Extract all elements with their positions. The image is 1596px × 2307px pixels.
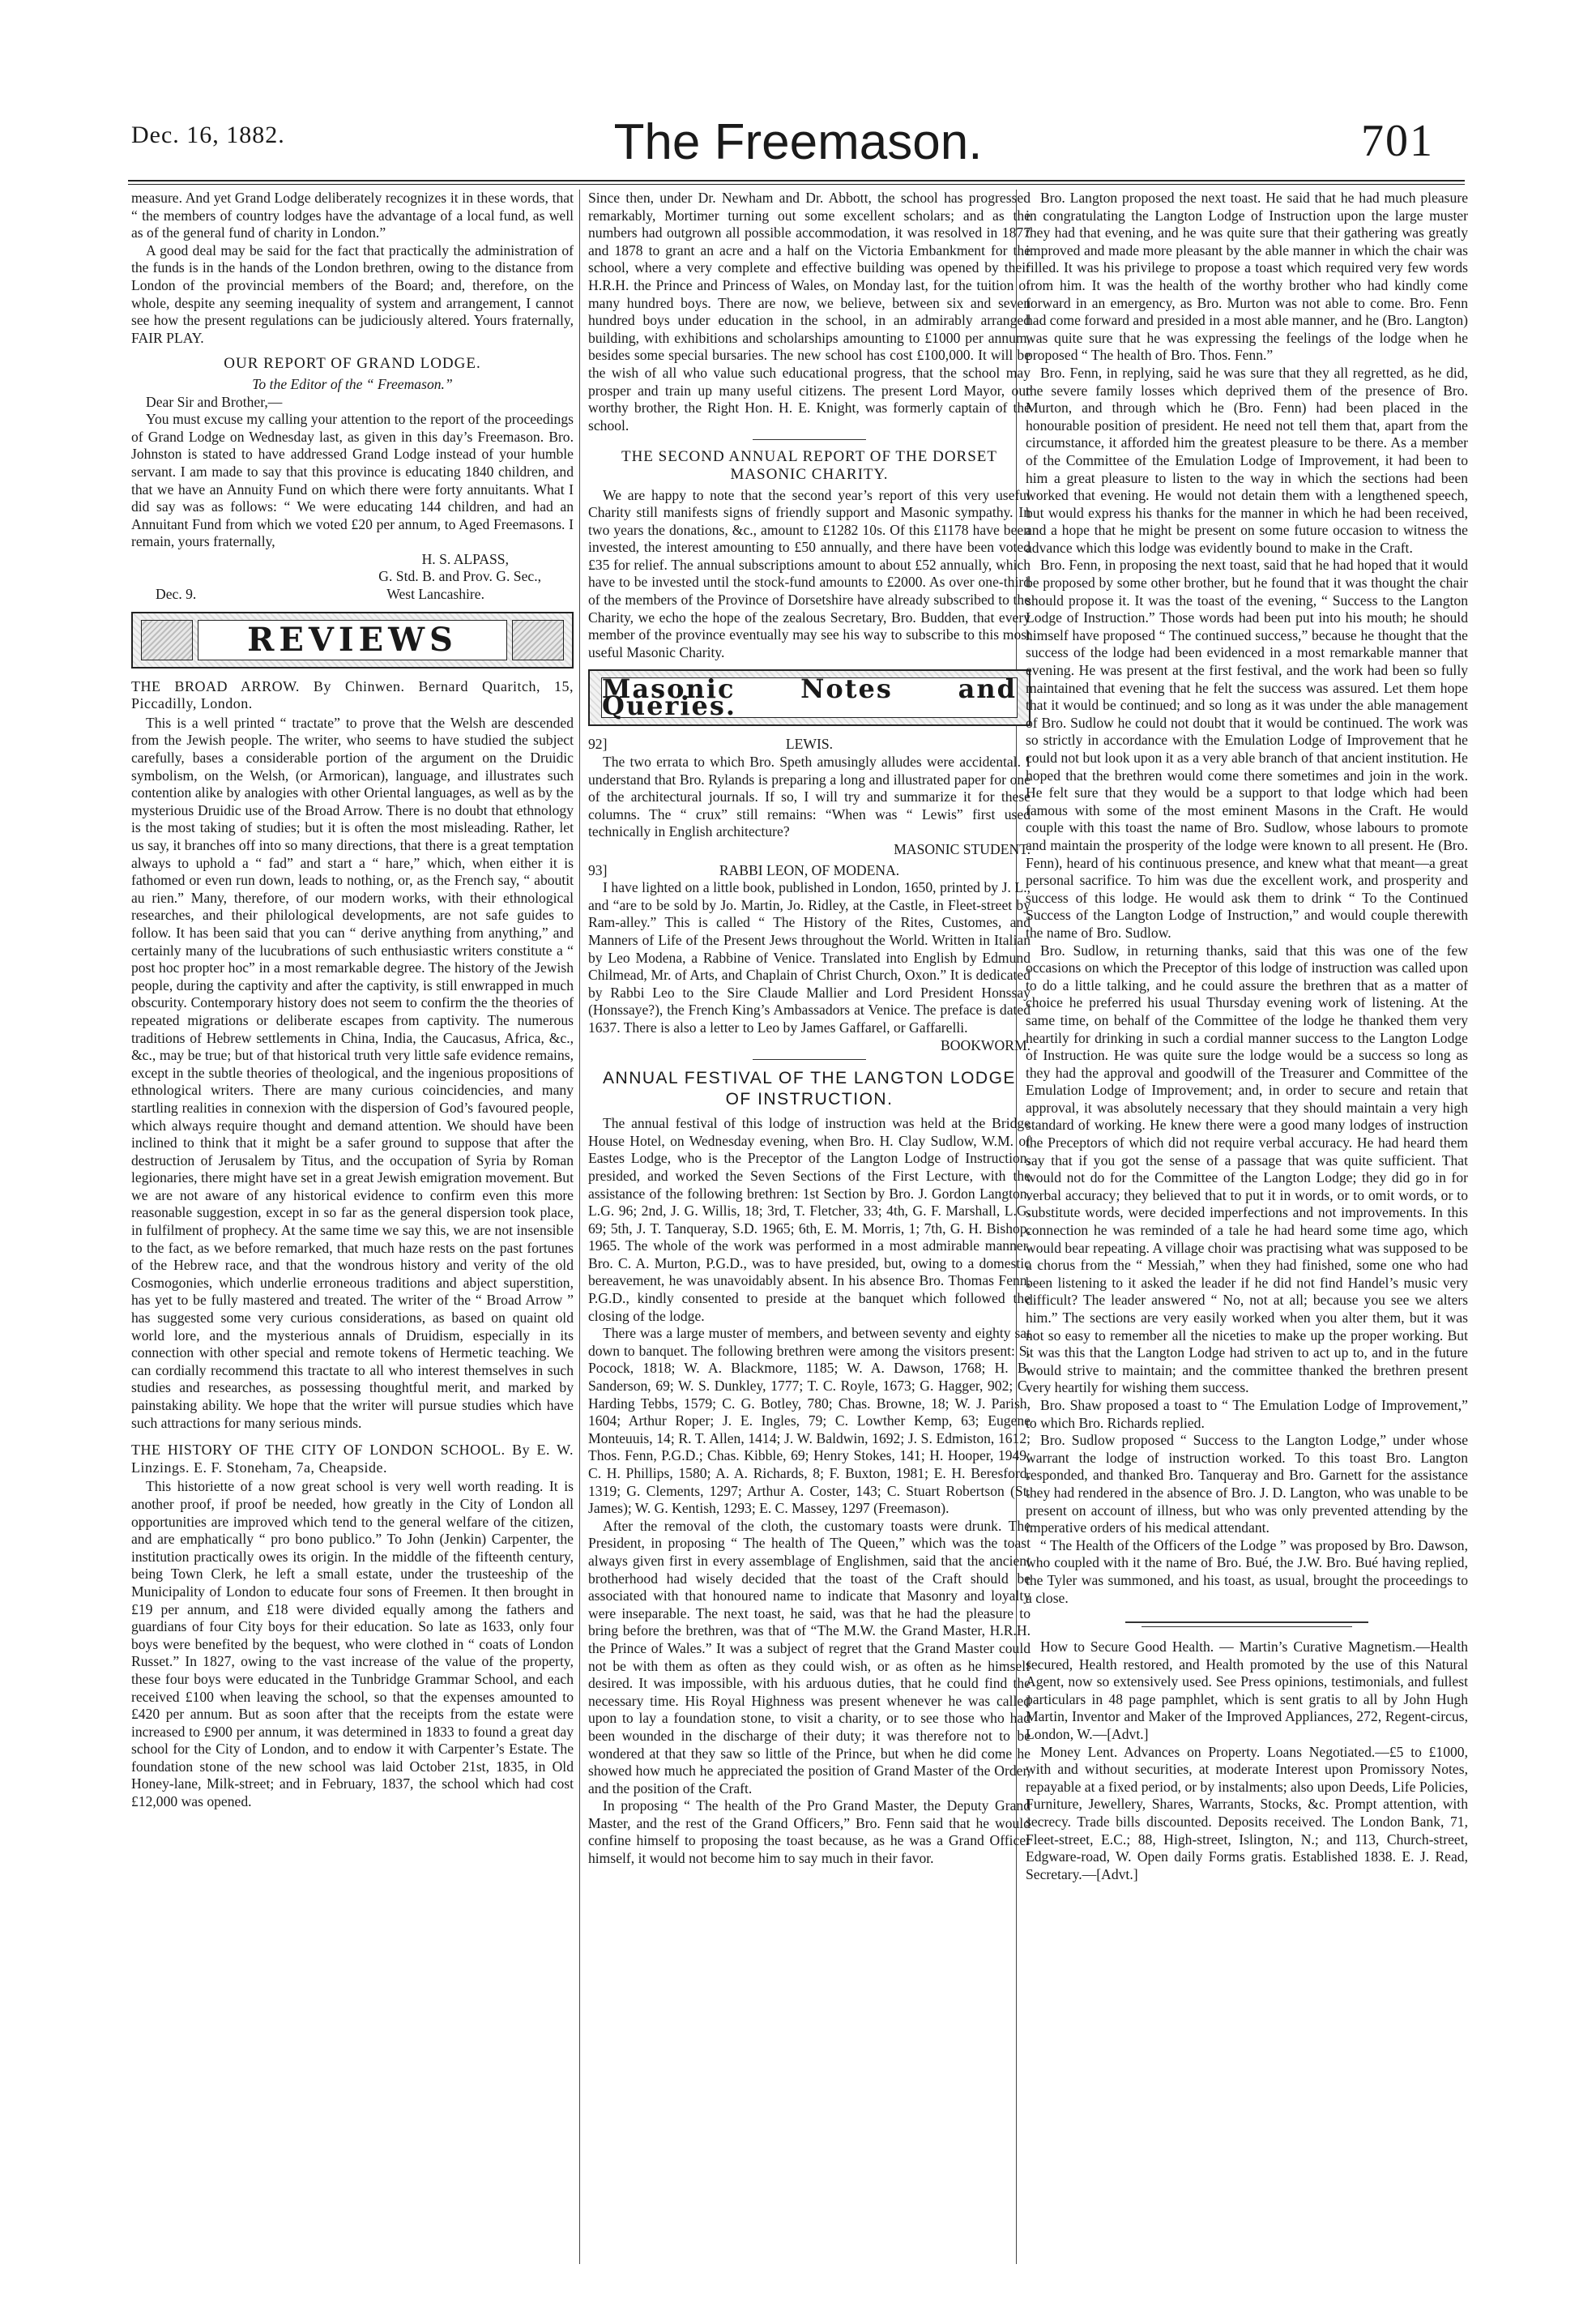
review-heading: THE HISTORY OF THE CITY OF LONDON SCHOOL. By E. W. Linzings. E. F. Stoneham, 7a, Cheapside. <box>131 1442 574 1476</box>
festival-paragraph: The annual festival of this lodge of instruction was held at the Bridge House Hotel, on Wednesday evening, when Bro. H. Clay Sudlow, W.M. of Eastes Lodge, who is the Preceptor of the Langton Lodge of Instruction, presided, and worked the Seven Sections of the First Lecture, with the assistance of the following brethren: 1st Section by Bro. J. Gordon Langton, L.G. 96; 2nd, J. G. Willis, 18; 3rd, T. Fletcher, 33; 4th, G. F. Marshall, L.G. 69; 5th, J. T. Tanqueray, S.D. 1965; 6th, E. M. Morris, 1; 7th, G. H. Bishop, 1965. The whole of the work was performed in a most admirable manner. Bro. C. A. Murton, P.G.D., was to have presided, but, owing to a domestic bereavement, he was unavoidably absent. In his absence Bro. Thomas Fenn, P.G.D., kindly consented to preside at the banquet which followed the closing of the lodge. <box>588 1115 1031 1324</box>
issue-date: Dec. 16, 1882. <box>131 122 285 148</box>
article-continuation: Since then, under Dr. Newham and Dr. Abbott, the school has progressed remarkably, Mortimer turning out some excellent scholars; and as the numbers had outgrown all possible accommodation, it was resolved in 1877 and 1878 to grant an acre and a half on the Victoria Embankment for the school, where a very complete and effective building was opened by their H.R.H. the Prince and Princess of Wales, on Monday last, for the tuition of many hundred boys. There are now, we believe, between six and seven hundred boys under education in the school, in an admirably arranged building, with exhibitions and scholarships amounting to £1000 per annum, besides some special bursaries. The new school has cost £100,000. It will be the wish of all who value such educational progress, that the school may prosper and train up many useful citizens. The present Lord Mayor, our worthy brother, the Right Hon. H. E. Knight, was formerly captain of the school. <box>588 190 1031 434</box>
letter-office: G. Std. B. and Prov. G. Sec., <box>378 568 541 585</box>
section-separator <box>753 1059 866 1060</box>
query-number: 93] <box>588 861 608 878</box>
query-number: 92] <box>588 736 608 753</box>
letter-place: West Lancashire. <box>386 586 484 603</box>
letter-date: Dec. 9. <box>156 586 197 603</box>
festival-paragraph: In proposing “ The health of the Pro Grand Master, the Deputy Grand Master, and the rest of the Grand Officers,” Bro. Fenn said that he would confine himself to proposing the toast because, as he was a Grand Officer himself, it would not become him to say much in their favor. <box>588 1797 1031 1867</box>
column-2 <box>588 190 1031 2264</box>
letter-body: You must excuse my calling your attention to the report of the proceedings of Grand Lodge on Wednesday last, as given in this day’s Freemason. Bro. Johnston is stated to have addressed Grand Lodge instead of your humble servant. I am made to say that this province is educating 1840 children, and that we have an Annuity Fund on which there were forty annuitants. What I did say was as follows: “ We were educating 144 children, and had an Annuitant Fund from which we voted £20 per annum, to Aged Freemasons. I remain, yours fraternally, <box>131 411 574 550</box>
review-heading: THE BROAD ARROW. By Chinwen. Bernard Quaritch, 15, Piccadilly, London. <box>131 677 574 712</box>
intro-paragraph: A good deal may be said for the fact that practically the administration of the funds is in the hands of the London brethren, owing to the distance from London of the provincial members of the Board; and, therefore, on the whole, despite any seeming inequality of system and arrangement, I cannot see how the present regulations can be judiciously altered. Yours fraternally, FAIR PLAY. <box>131 241 574 346</box>
column-1 <box>131 190 574 2264</box>
query-body: The two errata to which Bro. Speth amusingly alludes were accidental. I understand that Bro. Rylands is preparing a long and illustrated paper for one of the architectural journals. If so, I will try and summarize it for these columns. The “ crux” still remains: “When was “ Lewis” first used technically in English architecture? <box>588 754 1031 840</box>
festival-paragraph: Bro. Langton proposed the next toast. He said that he had much pleasure in congratulating the Langton Lodge of Instruction upon the large muster they had that evening, and he was quite sure that their gathering was greatly improved and made more pleasant by the able manner in which the chair was filled. It was his privilege to propose a toast which required very few words from him. It was the health of the worthy brother who had kindly come forward in an emergency, as Bro. Murton was not able to come. Bro. Fenn had come forward and presided in a most able manner, and he (Bro. Langton) was quite sure that he was expressing the feelings of the lodge when he proposed “ The health of Bro. Thos. Fenn.” <box>1026 190 1468 364</box>
reviews-banner-title: REVIEWS <box>198 620 507 660</box>
newspaper-title: The Freemason. <box>613 114 983 170</box>
section-separator <box>753 439 866 440</box>
column-divider <box>579 190 580 2264</box>
query-signature: BOOKWORM. <box>941 1036 1031 1053</box>
letter-address: To the Editor of the “ Freemason.” <box>252 375 453 392</box>
festival-paragraph: After the removal of the cloth, the customary toasts were drunk. The President, in proposing “ The health of The Queen,” which was the toast always given first in every assemblage of Englishmen, said that the ancient brotherhood had wisely decided that the toast of the Craft should be associated with that honoured name to indicate that Masonry and loyalty were inseparable. The next toast, he said, was that he had the pleasure to bring before the brethren, was that of “The M.W. the Grand Master, H.R.H. the Prince of Wales.” It was a subject of regret that the Grand Master could not be with them as often as they could wish, or as often as he himself desired. It was impossible, with his arduous duties, that he could find the necessary time. His Royal Highness was present whenever he was called upon to lay a foundation stone, to visit a charity, or to see those who had been wounded in the discharge of their duty; it was therefore not to be wondered at that they saw so little of the Prince, but when he did come he showed how much he appreciated the position of Grand Master of the Order, and the position of the Craft. <box>588 1517 1031 1796</box>
advert-separator <box>1125 1621 1368 1623</box>
festival-paragraph: Bro. Fenn, in replying, said he was sure that they all regretted, as he did, the severe family losses which deprived them of the presence of Bro. Murton, and through which he (Bro. Fenn) had been placed in the honourable position of president. He need not tell them that, apart from the circumstance, it afforded him the greatest pleasure to be there. As a member of the Committee of the Emulation Lodge of Improvement, it had been to him a great pleasure to listen to the way in which the sections had been worked that evening. He would not detain them with a lengthened speech, but would express his thanks for the manner in which he had been received, and a hope that he might be present on some future occasion to witness the advance which this lodge was evidently bound to make in the Craft. <box>1026 364 1468 556</box>
festival-paragraph: There was a large muster of members, and between seventy and eighty sat down to banquet. The following brethren were among the visitors present: S. Pocock, 1818; W. A. Blackmore, 1185; W. A. Dawson, 1768; H. B. Sanderson, 69; W. S. Dunkley, 1777; T. C. Royle, 1673; G. Hagger, 902; C. Harding Tebbs, 1579; C. G. Botley, 780; Chas. Browne, 18; W. J. Parish, 1604; Arthur Roper; J. E. Ingles, 79; C. Lowther Kemp, 63; Eugene Monteuuis, 14; R. T. Allen, 1414; J. W. Baldwin, 1692; J. S. Edmiston, 1612; Thos. Fenn, P.G.D.; Chas. Kibble, 69; Henry Stokes, 141; H. Hooper, 1949; C. H. Phillips, 1580; A. A. Richards, 8; F. Buxton, 1981; E. H. Beresford, 1319; G. Clements, 1297; Arthur A. Coster, 143; C. Stuart Robertson (St. James); W. G. Kentish, 1293; E. C. Massey, 1297 (Freemason). <box>588 1325 1031 1517</box>
review-body: This is a well printed “ tractate” to prove that the Welsh are descended from the Jewish people. The writer, who seems to have studied the subject carefully, bases a considerable portion of the argument on the Druidic symbolism, on the Welsh, (or Armorican), language, and illustrates such contention alike by analogies with other Oriental languages, as well as by the mysterious Druidic use of the Broad Arrow. There is no doubt that ethnology is the most taking of studies; but it is often the most misleading. Rather, let us say, it branches off into so many directions, that there is a great temptation always to uphold a “ fad” and start a “ hare,” which, when either it is fathomed or even run down, leads to nothing, or, as the French say, “ aboutit au rien.” Many, therefore, of our modern works, with their ethnological researches, and their philological developments, are not safe guides to follow. It has been said that you can “ derive anything from anything,” and certainly many of the lucubrations of such enthusiastic writers constitute a “ post hoc propter hoc” in a most remarkable degree. The history of the Jewish people, during the captivity and after the captivity, is still enwrapped in much obscurity. Contemporary history does not seem to confirm the the theories of repeated migrations or deliberate escapes from captivity. The numerous traditions of Hebrew settlements in China, India, the Caucasus, Africa, &c., &c., may be true; but of that historical truth very little safe evidence remains, except in the subtle theories of theological, and the ingenious propositions of ethnological writers. There are many curious coincidencies, and many startling realities in connexion with the dispersion of God’s favoured people, which always require thought and demand attention. We should have been inclined to think that it might be a safer ground to suppose that after the destruction of Jerusalem by Titus, and the occupation of Syria by Roman legionaries, there might have set in a great Jewish emigration movement. But we are not aware of any historical evidence to confirm even this more reasonable suggestion, except in so far as the general dispersion took place, in fulfilment of prophecy. At the same time we say this, we are not insensible to the fact, as we before remarked, that much haze rests on the past fortunes of the Hebrew race, and that the wondrous history and verity of the old Cosmogonies, which underlie erroneous traditions and abject superstition, has yet to be fully mastered and treated. The writer of the “ Broad Arrow ” has suggested some very curious considerations, as based on quaint old world lore, and the mysterious annals of Druidism, especially in its connection with other special and remote tokens of Hermetic teaching. We can cordially recommend this tractate to all who interest themselves in such studies and researches, as possessing thoughtful merit, and marked by painstaking ability. We hope that the writer will pursue studies which have such attractions for many serious minds. <box>131 714 574 1431</box>
advertisement: How to Secure Good Health. — Martin’s Curative Magnetism.—Health secured, Health restored, and Health promoted by the use of this Natural Agent, now so extensively used. See Press opinions, testimonials, and fullest particulars in 48 page pamphlet, which is sent gratis to all by John Hugh Martin, Inventor and Maker of the Improved Appliances, 272, Regent-circus, London, W.—[Advt.] <box>1026 1638 1468 1743</box>
masthead-rule <box>128 180 1465 182</box>
query-heading: LEWIS. <box>785 736 834 753</box>
query-heading: RABBI LEON, OF MODENA. <box>719 861 900 878</box>
column-3 <box>1026 190 1468 2264</box>
query-signature: MASONIC STUDENT. <box>894 841 1031 857</box>
notes-queries-title: Masonic Notes and Queries. <box>602 673 1017 722</box>
page-number: 701 <box>1361 116 1434 166</box>
masthead-rule-thin <box>128 184 1465 185</box>
letter-salutation: Dear Sir and Brother,— <box>146 393 283 410</box>
review-body: This historiette of a now great school is very well worth reading. It is another proof, if proof be needed, how greatly in the City of London all opportunities are improved which tend to the general welfare of the citizen, and are emphatically “ pro bono publico.” To John (Jenkin) Carpenter, the institution practically owes its origin. In the middle of the fifteenth century, being Town Clerk, he left a small estate, under the trusteeship of the Municipality of London to educate four sons of Freemen. It then brought in £19 per annum, and £18 were divided equally among the fathers and guardians of four City boys for their education. So late as 1633, only four boys were benefited by the bequest, who were clothed in “ coats of London Russet.” In 1827, owing to the vast increase of the value of the property, these four boys were educated in the Tunbridge Grammar School, and each received £100 when leaving the school, so that the expenses amounted to £420 per annum. But as soon after that the receipts from the estate were increased to £900 per annum, it was determined in 1833 to found a great day school for the City of London, and to endow it with Carpenter’s Estate. The foundation stone of the new school was laid October 21st, 1835, in Old Honey-lane, Milk-street; and in February, 1837, the school which had cost £12,000 was opened. <box>131 1478 574 1810</box>
letter-signature: H. S. ALPASS, <box>421 550 509 567</box>
query-body: I have lighted on a little book, published in London, 1650, printed by J. L., and “are to be sold by Jo. Martin, Jo. Ridley, at the Castle, in Fleet-street by Ram-alley.” This is called “ The History of the Rites, Customes, and Manners of Life of the Present Jews throughout the World. Written in Italian by Leo Modena, a Rabbine of Venice. Translated into English by Edmund Chilmead, Mr. of Arts, and Chaplain of Christ Church, Oxon.” It is dedicated by Rabbi Leo to the Sire Claude Mallier and Lord President Honssay (Honssaye?), the French King’s Ambassadors at Venice. The preface is dated 1637. There is also a letter to Leo by James Gaffarel, or Gaffarelli. <box>588 879 1031 1036</box>
festival-heading: ANNUAL FESTIVAL OF THE LANGTON LODGE OF INSTRUCTION. <box>603 1069 1016 1109</box>
festival-paragraph: Bro. Sudlow proposed “ Success to the Langton Lodge,” under whose warrant the lodge of instruction worked. To this toast Bro. Langton responded, and thanked Bro. Tanqueray and Bro. Garnett for the assistance they had rendered in the absence of Bro. J. D. Langton, who was unable to be present on account of illness, but who was only prevented attending by the imperative orders of his medical attendant. <box>1026 1432 1468 1536</box>
notes-queries-banner <box>588 669 1031 726</box>
festival-paragraph: Bro. Shaw proposed a toast to “ The Emulation Lodge of Improvement,” to which Bro. Richards replied. <box>1026 1396 1468 1431</box>
festival-paragraph: Bro. Sudlow, in returning thanks, said that this was one of the few occasions on which the Preceptor of this lodge of instruction was called upon to do a little talking, and he could assure the brethren that as a matter of choice he preferred his usual Thursday evening work of listening. At the same time, on behalf of the Committee of the lodge he thanked them very heartily for drinking in such a cordial manner success to the Langton Lodge of Instruction. He was quite sure the lodge would be a success so long as they had the approval and goodwill of the Treasurer and Committee of the Emulation Lodge of Improvement; and, in order to secure and retain that approval, it was absolutely necessary that they should maintain a very high standard of working. He knew there were a good many lodges of instruction the Preceptors of which did not require verbal accuracy. He had heard them say that if you got the sense of a passage that was quite sufficient. That would not do for the Committee of the Langton Lodge; they did go in for verbal accuracy; they believed that to put it in words, or to omit words, or to substitute words, were decided imperfections and not improvements. In this connection he was reminded of a tale he had heard some time ago, which would bear repeating. A village choir was practising what was supposed to be a chorus from the “ Messiah,” when they had finished, some one who had been listening to it asked the leader if he did not find Handel’s music very difficult? The leader answered “ No, not at all; because you see we alters him.” The sections are very easily worked when you alter them, but it was not so easy to remember all the niceties to make up the proper working. But it was this that the Langton Lodge had striven to act up to, and in the future would strive to maintain; and the committee thanked the brethren present very heartily for wishing them success. <box>1026 942 1468 1396</box>
reviews-banner <box>131 612 574 669</box>
ornament-left-icon <box>141 620 193 660</box>
advert-separator <box>1142 1626 1352 1627</box>
intro-paragraph: measure. And yet Grand Lodge deliberately recognizes it in these words, that “ the members of country lodges have the advantage of a local fund, as well as of the general fund of charity in London.” <box>131 190 574 241</box>
dorset-heading: THE SECOND ANNUAL REPORT OF THE DORSET MASONIC CHARITY. <box>621 448 998 483</box>
ornament-right-icon <box>512 620 564 660</box>
letter-heading: OUR REPORT OF GRAND LODGE. <box>224 355 481 373</box>
dorset-body: We are happy to note that the second year’s report of this very useful Charity still manifests signs of friendly support and Masonic sympathy. In two years the donations, &c., amount to £1282 10s. Of this £1178 have been invested, the interest amounting to £50 annually, and there have been voted £35 for relief. The annual subscriptions amount to about £52 annually, which have to be invested until the stock-fund amounts to £2000. As over one-third of the members of the Province of Dorsetshire have already subscribed to the Charity, we echo the hope of the zealous Secretary, Bro. Budden, that every member of the province eventually may see his way to subscribe to this most useful Masonic Charity. <box>588 486 1031 660</box>
advertisement: Money Lent. Advances on Property. Loans Negotiated.—£5 to £1000, with and without securities, at moderate Interest upon Promissory Notes, repayable at a fixed period, or by instalments; also upon Deeds, Life Policies, Furniture, Jewellery, Shares, Warrants, Stocks, &c. Prompt attention, with secrecy. Trade bills discounted. Deposits received. The London Bank, 71, Fleet-street, E.C.; 88, High-street, Islington, N.; and 113, Church-street, Edgware-road, W. Open daily Forms gratis. Established 1838. E. J. Read, Secretary.—[Advt.] <box>1026 1743 1468 1882</box>
festival-paragraph: “ The Health of the Officers of the Lodge ” was proposed by Bro. Dawson, who coupled with it the name of Bro. Bué, the J.W. Bro. Bué having replied, the Tyler was summoned, and his toast, as usual, brought the proceedings to a close. <box>1026 1536 1468 1606</box>
festival-paragraph: Bro. Fenn, in proposing the next toast, said that he had hoped that it would be proposed by some other brother, but he found that it was thought the chair should propose it. It was the toast of the evening, “ Success to the Langton Lodge of Instruction.” Those words had been put into his mouth; he should himself have proposed “ The continued success,” because he thought that the success of the lodge had been evidenced in a most remarkable manner that evening. He was present at the first festival, and the work had been so fully maintained that evening that he felt the success was assured. Let them hope that it would be continued; and so long as it was under the able management of Bro. Sudlow he could not doubt that it would be continued. The work was so strictly in accordance with the Emulation Lodge of Improvement that he could not but look upon it as a very able branch of that ancient institution. He hoped that the brethren would come there sometimes and join in the work. He felt sure that they would be a support to that lodge which had been famous with some of the most eminent Masons in the Craft. He would couple with this toast the name of Bro. Sudlow, whose labours to promote and maintain the prosperity of the lodge were known to all present. He (Bro. Fenn), heard of his continuous presence, and knew what that meant—a great personal sacrifice. To him was due the excellent work, and prosperity and success of this lodge. He would ask them to drink “ To the Continued Success of the Langton Lodge of Instruction,” and would couple therewith the name of Bro. Sudlow. <box>1026 557 1468 941</box>
